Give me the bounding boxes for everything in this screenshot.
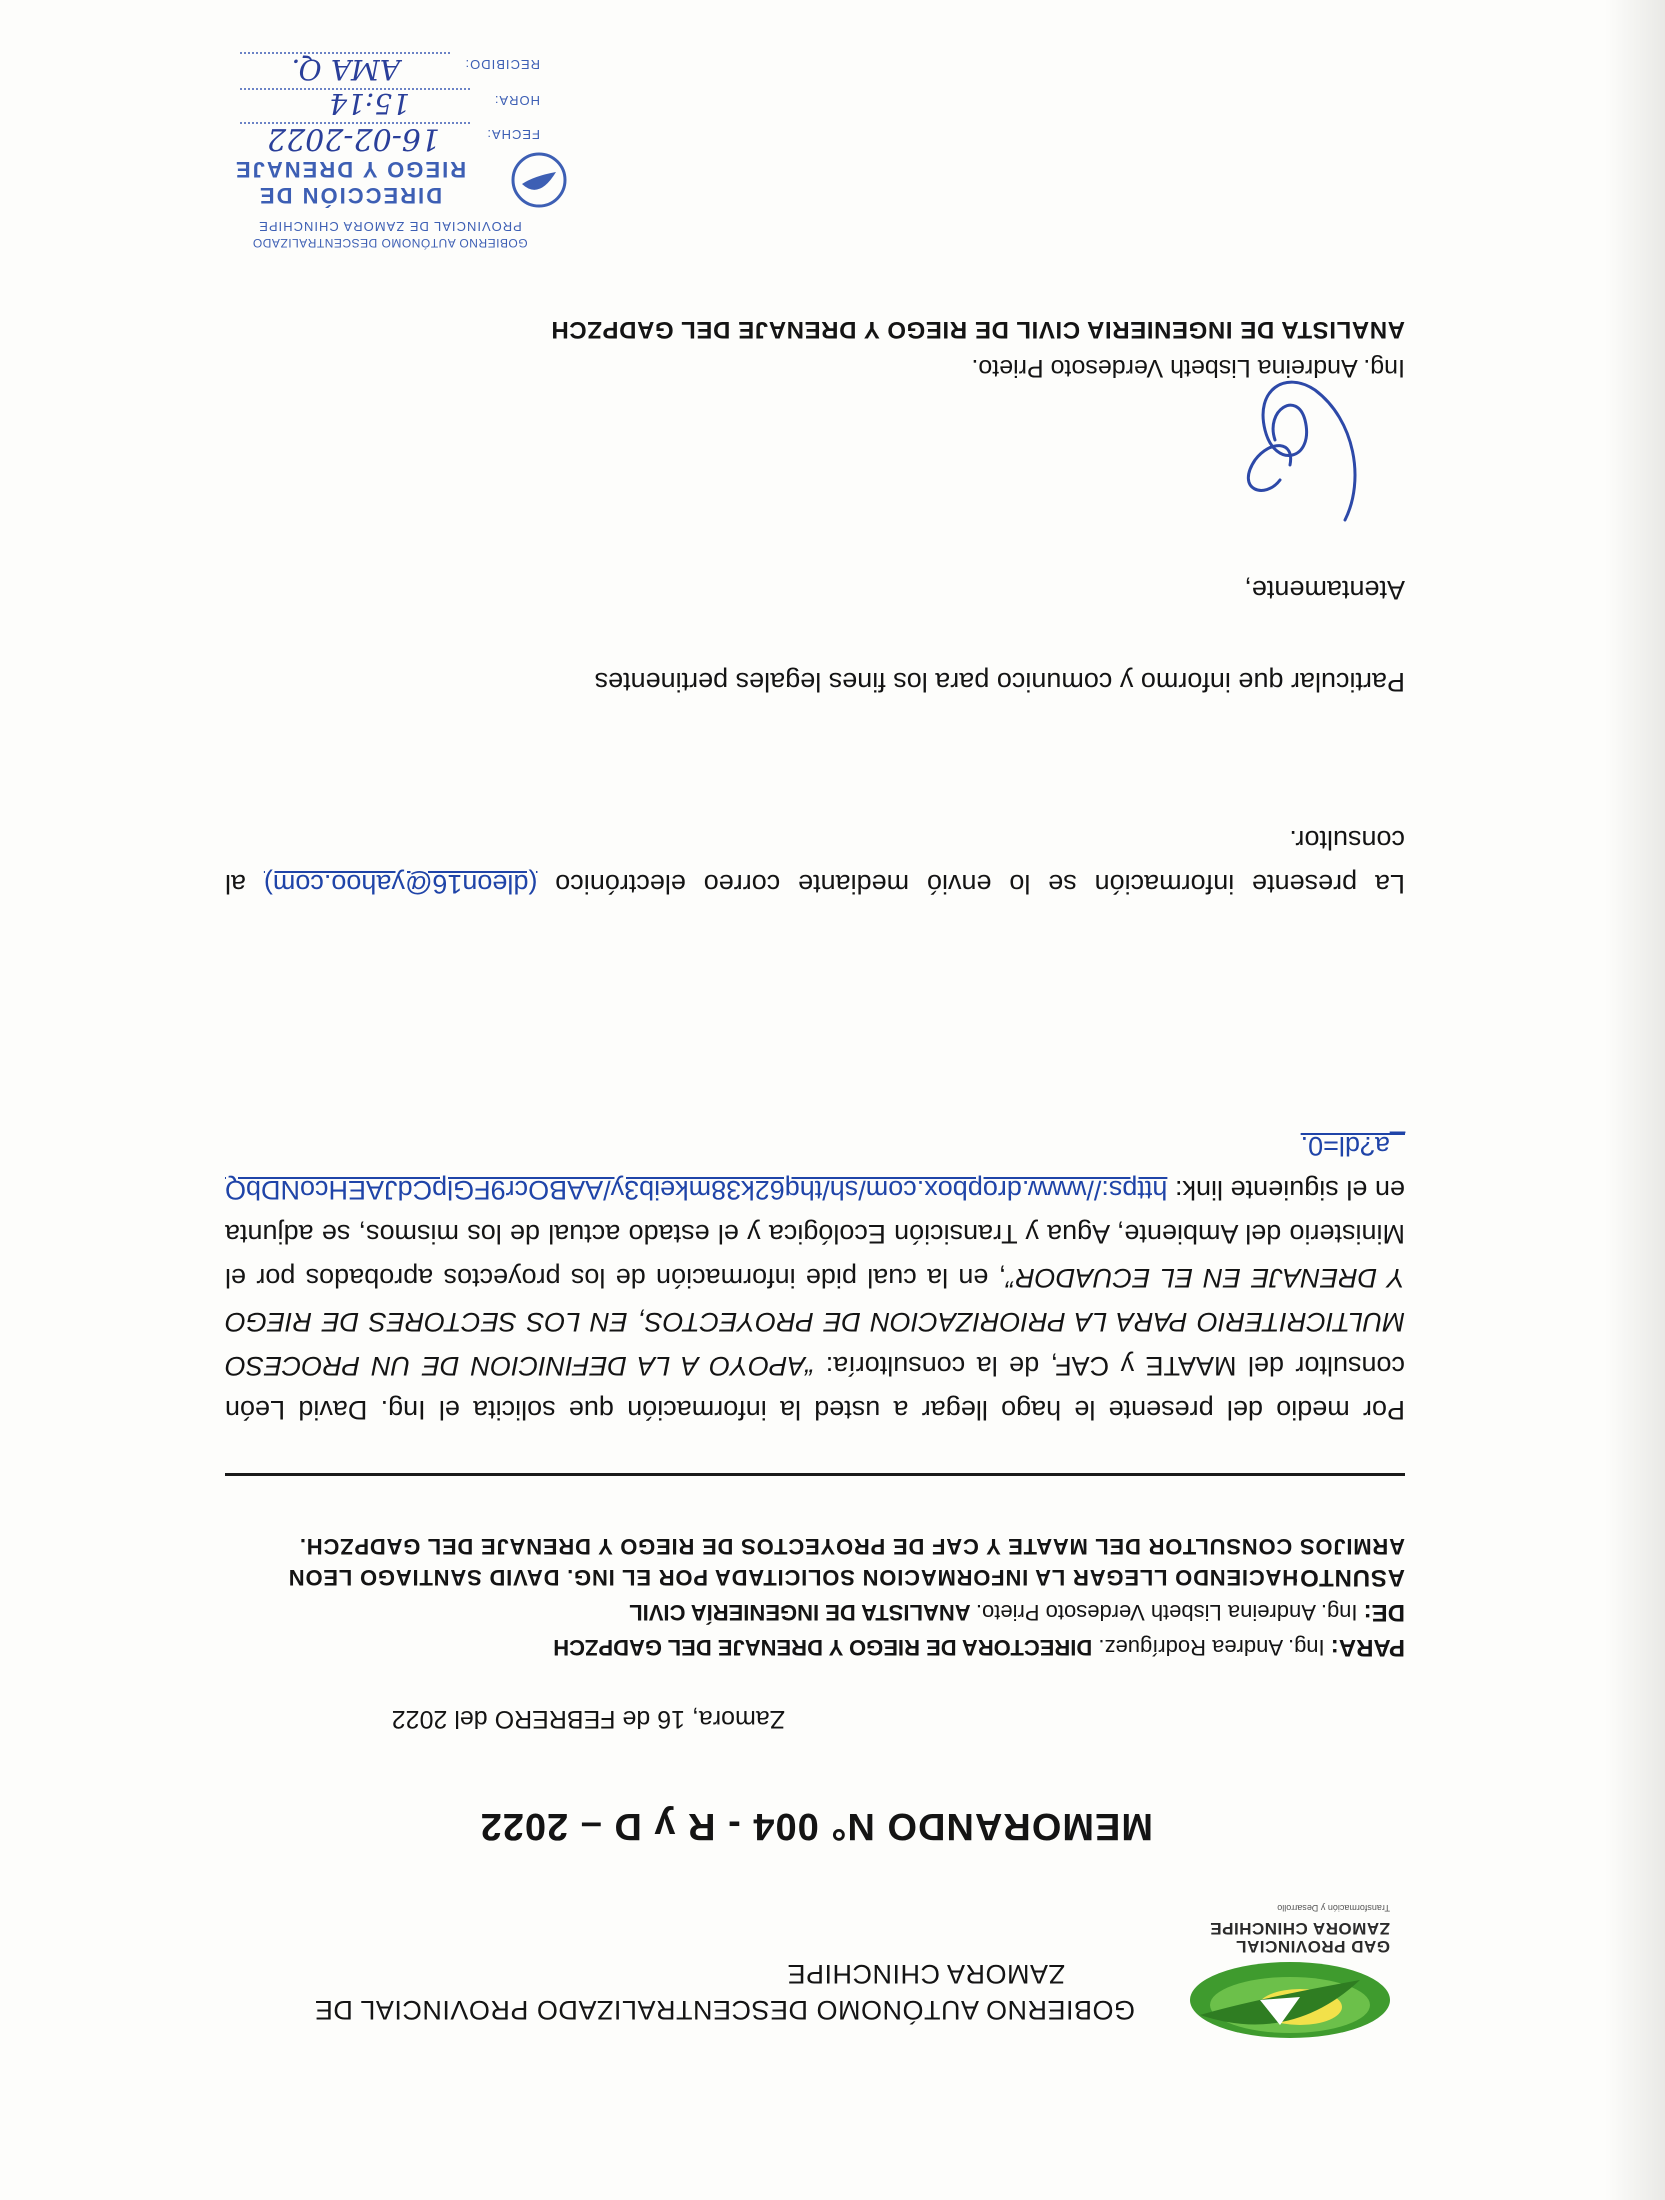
signer-name: Ing. Andreina Lisbeth Verdesoto Prieto. (971, 354, 1405, 382)
logo-leaf-icon (1165, 1955, 1400, 2055)
de-role: ANALISTA DE INGENIERÍA CIVIL (629, 1600, 976, 1625)
de-name: Ing. Andreina Lisbeth Verdesoto Prieto. (975, 1600, 1364, 1625)
stamp-hora-value: 15:14 (329, 87, 410, 120)
field-asunto (225, 1531, 1405, 1593)
stamp-line-3: DIRECCIÓN DE (257, 183, 443, 208)
body-paragraph-1 (225, 1124, 1405, 1432)
institution-line-2: ZAMORA CHINCHIPE (786, 1959, 1065, 1989)
body-paragraph-2 (225, 818, 1405, 906)
stamp-hora-label: HORA: (493, 93, 540, 108)
stamp-fecha-label: FECHA: (486, 127, 540, 142)
stamp-line-2: PROVINCIAL DE ZAMORA CHINCHIPE (258, 219, 522, 234)
logo-tagline: Transformación y Desarrollo (1277, 1903, 1390, 1913)
stamp-recibido-label: RECIBIDO: (464, 57, 540, 72)
scan-shadow (1605, 0, 1665, 2200)
para-name: Ing. Andrea Rodríguez. (1098, 1635, 1331, 1660)
signature-image (1225, 360, 1375, 540)
asunto-text: HACIENDO LLEGAR LA INFORMACION SOLICITADA POR EL ING. DAVID SANTIAGO LEON ARMIJOS CONSULTOR DEL MAATE Y CAF DE PROYECTOS DE RIEGO Y DRENAJE DEL GADPZCH. (287, 1534, 1405, 1590)
signer-role: ANALISTA DE INGENIERIA CIVIL DE RIEGO Y DRENAJE DEL GADPZCH (550, 316, 1405, 343)
reception-stamp (200, 35, 580, 250)
asunto-label: ASUNTO: (1290, 1564, 1405, 1591)
stamp-line-4: RIEGO Y DRENAJE (233, 157, 467, 182)
para-label: PARA: (1330, 1634, 1405, 1661)
field-de (225, 1597, 1405, 1628)
para-role: DIRECTORA DE RIEGO Y DRENAJE DEL GADPZCH (553, 1635, 1099, 1660)
salutation: Atentamente, (1244, 575, 1405, 605)
consultancy-title: “APOYO A LA DEFINICION DE UN PROCESO MULTICRITERIO PARA LA PRIORIZACION DE PROYECTOS, EN LOS SECTORES DE RIEGO Y DRENAJE EN EL ECUADOR” (225, 1263, 1405, 1381)
institution-name (275, 1956, 1135, 2028)
memo-date: Zamora, 16 de FEBRERO del 2022 (391, 1705, 785, 1733)
p1-end: , en la cual pide información de los proyectos aprobados por el Ministerio del Ambiente, Agua y Transición Ecológica y el estado actual de los mismos, se adjunta en el siguiente link: (225, 1175, 1405, 1293)
de-label: DE: (1363, 1599, 1405, 1626)
p1-start: Por medio del presente le hago llegar a usted la información que solicita el Ing. David León consultor del MAATE y CAF, de la consultoría: (225, 1351, 1405, 1425)
dropbox-link[interactable]: https://www.dropbox.com/sh/thq62k38mkeib3y/AABOcr9FGlpCdJAEHcoNDbQ_a?dl=0. (225, 1131, 1405, 1205)
stamp-recibido-value: AMA Q. (291, 53, 400, 86)
stamp-fecha-value: 16-02-2022 (267, 121, 440, 156)
stamp-line-1: GOBIERNO AUTÓNOMO DESCENTRALIZADO (252, 236, 528, 250)
logo-text: GAD PROVINCIAL ZAMORA CHINCHIPE (1209, 1919, 1390, 1956)
memo-title: MEMORANDO N° 004 - R y D – 2022 (479, 1805, 1153, 1847)
institution-line-1: GOBIERNO AUTÓNOMO DESCENTRALIZADO PROVINCIAL DE (314, 1995, 1135, 2025)
email-link[interactable]: (dleon16@yahoo.com) (263, 869, 538, 899)
header-divider (225, 1473, 1405, 1476)
gad-logo (1165, 1905, 1400, 2055)
field-para (225, 1632, 1405, 1663)
body-paragraph-3: Particular que informo y comunico para los fines legales pertinentes (594, 667, 1405, 697)
p2-start: La presente información se lo envió mediante correo electrónico (537, 869, 1405, 899)
p2-end: al consultor. (225, 825, 1405, 899)
